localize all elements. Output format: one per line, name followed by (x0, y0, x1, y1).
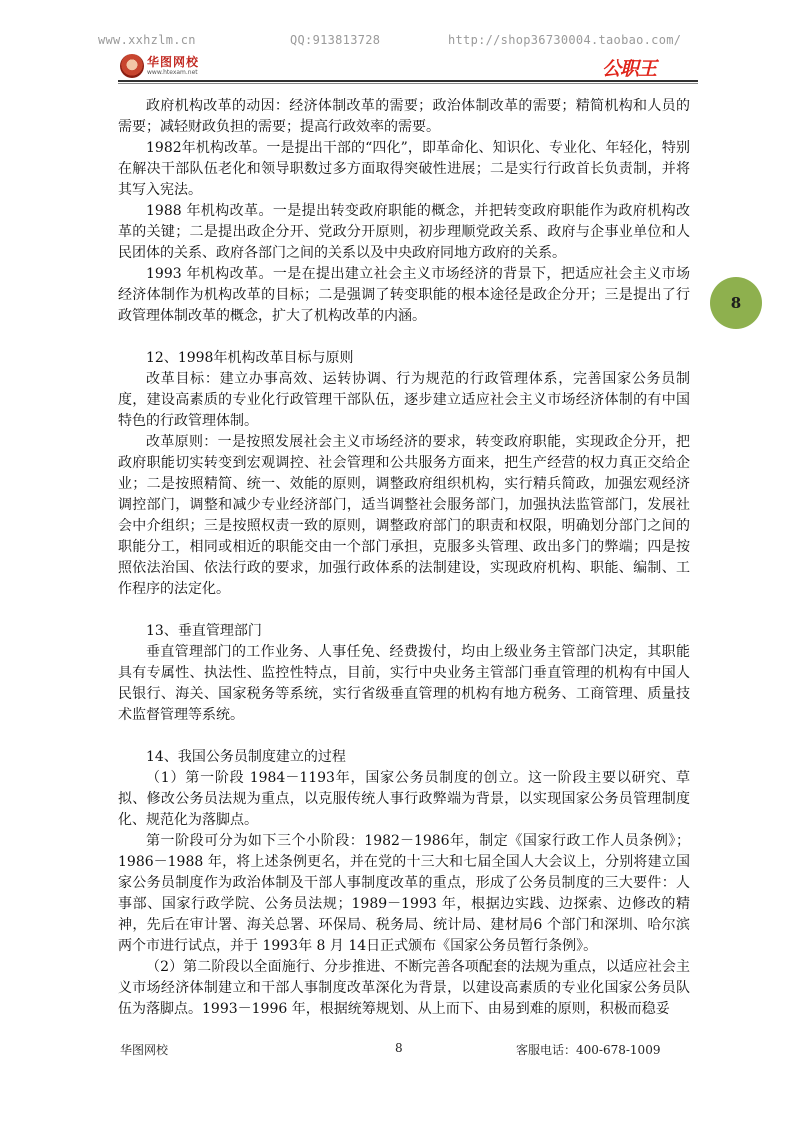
header-divider (118, 80, 698, 82)
footer-page-number: 8 (395, 1041, 403, 1055)
body-paragraph: 政府机构改革的动因：经济体制改革的需要；政治体制改革的需要；精简机构和人员的需要；减轻财政负担的需要；提高行政效率的需要。 (118, 98, 690, 135)
body-paragraph: 1982年机构改革。一是提出干部的“四化”，即革命化、知识化、专业化、年轻化，特别在解决干部队伍老化和领导职数过多方面取得突破性进展；二是实行行政首长负责制，并将其写入宪法。 (118, 140, 690, 198)
header-shop-url: http://shop36730004.taobao.com/ (448, 33, 682, 47)
body-paragraph: 第一阶段可分为如下三个小阶段：1982－1986年，制定《国家行政工作人员条例》；1986－1988 年，将上述条例更名，并在党的十三大和七届全国人大会议上，分别将建立国家公务员制度作为政治体制及干部人事制度改革的重点，形成了公务员制度的三大要件：人事部、国家行政学院、公务员法规；1989－1993 年，根据边实践、边探索、边修改的精神，先后在审计署、海关总署、环保局、税务局、统计局、建材局6 个部门和深圳、哈尔滨两个市进行试点，并于 1993年 8 月 14日正式颁布《国家公务员暂行条例》。 (118, 833, 690, 954)
body-paragraph: （1）第一阶段 1984－1193年，国家公务员制度的创立。这一阶段主要以研究、草拟、修改公务员法规为重点，以克服传统人事行政弊端为背景，以实现国家公务员管理制度化、规范化为落脚点。 (118, 770, 690, 828)
body-paragraph: 改革目标：建立办事高效、运转协调、行为规范的行政管理体系，完善国家公务员制度，建设高素质的专业化行政管理干部队伍，逐步建立适应社会主义市场经济体制的有中国特色的行政管理体制。 (118, 371, 690, 429)
body-paragraph: （2）第二阶段以全面施行、分步推进、不断完善各项配套的法规为重点，以适应社会主义市场经济体制建立和干部人事制度改革深化为背景，以建设高素质的专业化国家公务员队伍为落脚点。1993－1996 年，根据统筹规划、从上而下、由易到难的原则，积极而稳妥 (118, 959, 690, 1017)
header-divider-thin (118, 83, 698, 84)
huatu-logo-text: 华图网校 (147, 55, 200, 69)
huatu-logo-url: www.htexam.net (147, 69, 198, 76)
footer-brand: 华图网校 (120, 1043, 169, 1057)
body-paragraph: 1993 年机构改革。一是在提出建立社会主义市场经济的背景下，把适应社会主义市场经济体制作为机构改革的目标；二是强调了转变职能的根本途径是政企分开；三是提出了行政管理体制改革的概念，扩大了机构改革的内涵。 (118, 266, 690, 324)
section-heading: 14、我国公务员制度建立的过程 (146, 749, 346, 765)
gongzhiwang-logo: 公职王 (602, 58, 657, 80)
document-body (118, 96, 690, 1020)
section-heading: 12、1998年机构改革目标与原则 (146, 350, 354, 366)
body-paragraph: 改革原则：一是按照发展社会主义市场经济的要求，转变政府职能，实现政企分开，把政府职能切实转变到宏观调控、社会管理和公共服务方面来，把生产经营的权力真正交给企业；二是按照精简、统一、效能的原则，调整政府组织机构，实行精兵简政，加强宏观经济调控部门，调整和减少专业经济部门，适当调整社会服务部门，加强执法监管部门，发展社会中介组织；三是按照权责一致的原则，调整政府部门的职责和权限，明确划分部门之间的职能分工，相同或相近的职能交由一个部门承担，克服多头管理、政出多门的弊端；四是按照依法治国、依法行政的要求，加强行政体系的法制建设，实现政府机构、职能、编制、工作程序的法定化。 (118, 434, 690, 597)
header-site-url: www.xxhzlm.cn (98, 33, 196, 47)
body-paragraph: 垂直管理部门的工作业务、人事任免、经费拨付，均由上级业务主管部门决定，其职能具有专属性、执法性、监控性特点，目前，实行中央业务主管部门垂直管理的机构有中国人民银行、海关、国家税务等系统，实行省级垂直管理的机构有地方税务、工商管理、质量技术监督管理等系统。 (118, 644, 690, 723)
huatu-logo (120, 54, 220, 80)
page-number-badge: 8 (710, 277, 762, 329)
section-heading: 13、垂直管理部门 (146, 623, 262, 639)
footer-phone: 客服电话：400-678-1009 (516, 1043, 661, 1057)
huatu-emblem-icon (120, 54, 144, 78)
header-qq: QQ:913813728 (290, 33, 381, 47)
body-paragraph: 1988 年机构改革。一是提出转变政府职能的概念，并把转变政府职能作为政府机构改革的关键；二是提出政企分开、党政分开原则，初步理顺党政关系、政府与企事业单位和人民团体的关系、政府各部门之间的关系以及中央政府同地方政府的关系。 (118, 203, 690, 261)
